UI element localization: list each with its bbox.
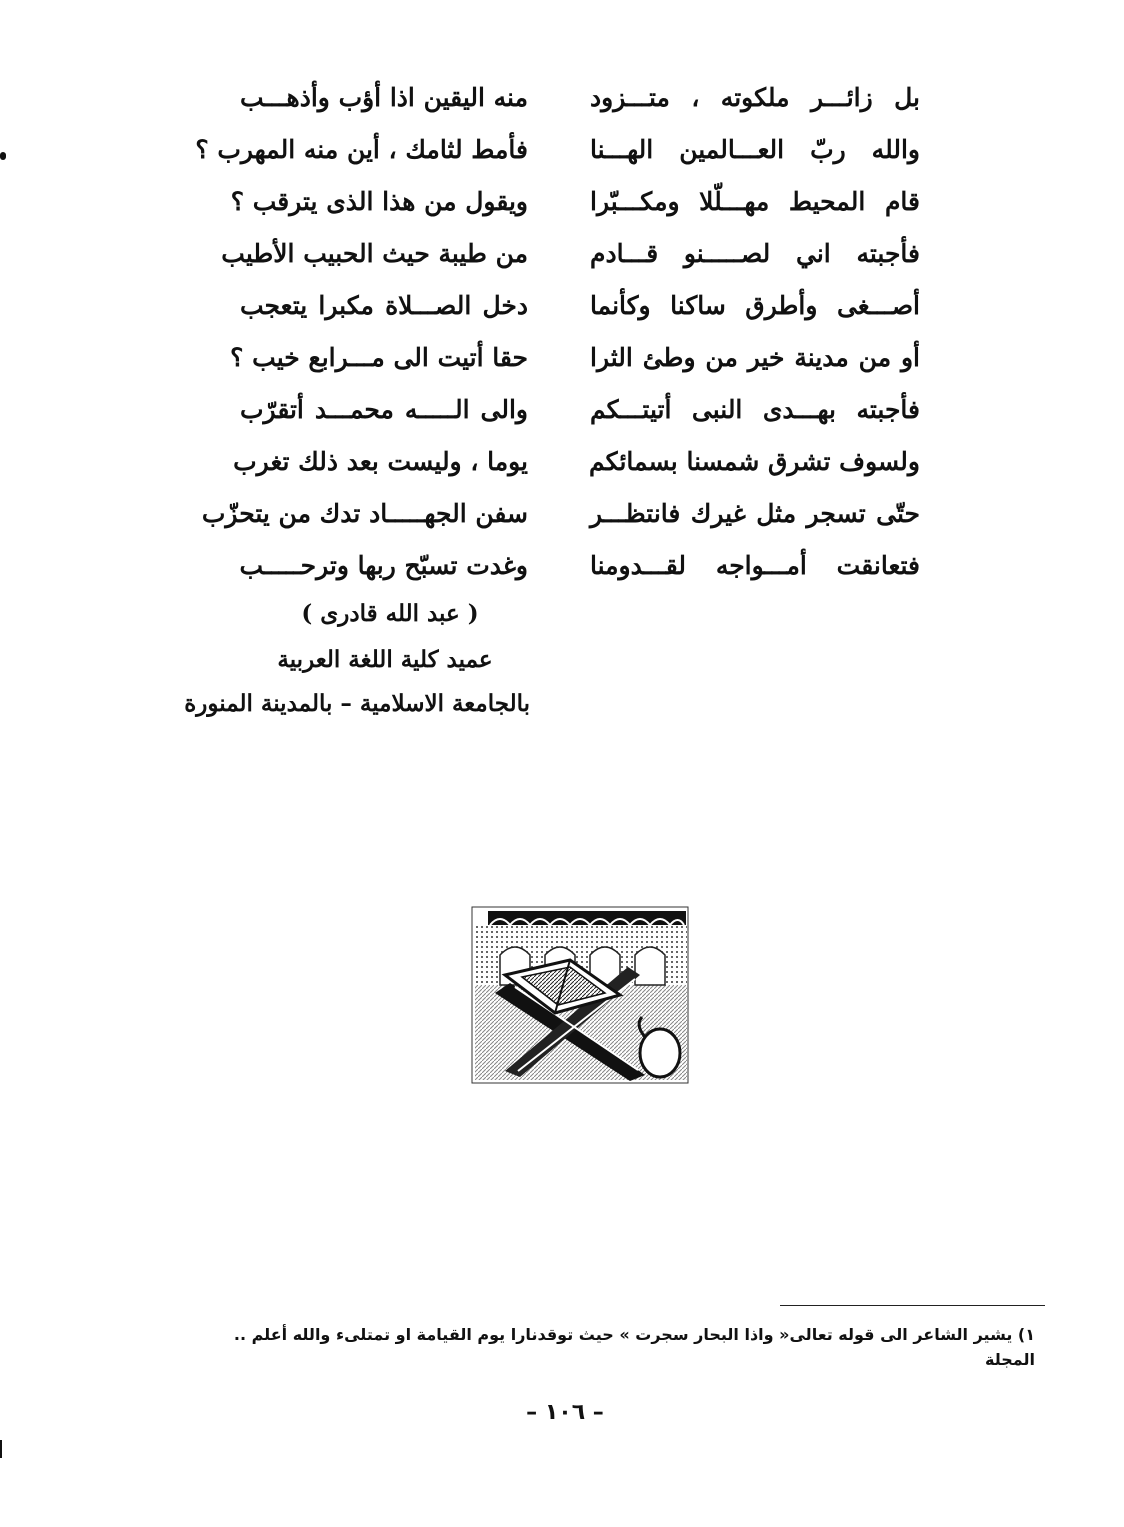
poem-right-column — [590, 80, 920, 600]
quran-on-stand-mosque-woodcut-icon — [470, 905, 690, 1085]
verse-left-line: دخل الصـــلاة مكبرا يتعجب — [240, 291, 528, 320]
poem-left-column — [195, 80, 528, 600]
scan-edge-mark — [0, 152, 6, 160]
verse-right-line: فأجبته اني لصـــــنو قـــادم — [590, 239, 920, 268]
verse-left-line: يوما ، وليست بعد ذلك تغرب — [233, 447, 528, 476]
verse-right-line: فأجبته بهـــدى النبى أتيتـــكم — [590, 395, 920, 424]
verse-left-line: سفن الجهـــــاد تدك من يتحزّب — [201, 499, 528, 528]
verse-left-line: والى الـــــه محمـــد أتقرّب — [240, 395, 528, 424]
footnote-divider — [780, 1305, 1045, 1306]
author-institution: بالجامعة الاسلامية – بالمدينة المنورة — [184, 690, 530, 717]
verse-right-line: قام المحيط مهـــلّلا ومكـــبّرا — [590, 187, 920, 216]
footnote-source: المجلة — [985, 1350, 1035, 1369]
verse-left-line: فأمط لثامك ، أين منه المهرب ؟ — [195, 135, 528, 164]
footnote-text: ١) يشير الشاعر الى قوله تعالى« واذا البحار سجرت » حيث توقدنارا يوم القيامة او تمتلىء والله أعلم .. — [233, 1325, 1035, 1344]
author-name: ( عبد الله قادرى ) — [301, 600, 479, 627]
verse-right-line: أو من مدينة خير من وطئ الثرا — [590, 343, 920, 372]
verse-left-line: حقا أتيت الى مـــرابع خيب ؟ — [230, 343, 528, 372]
verse-left-line: وغدت تسبّح ربها وترحـــــب — [239, 551, 528, 580]
verse-left-line: منه اليقين اذا أؤب وأذهـــب — [240, 83, 528, 112]
author-title: عميد كلية اللغة العربية — [277, 646, 493, 673]
verse-right-line: والله ربّ العـــالمين الهـــنا — [590, 135, 920, 164]
verse-left-line: ويقول من هذا الذى يترقب ؟ — [230, 187, 528, 216]
verse-right-line: أصـــغى وأطرق ساكنا وكأنما — [590, 291, 920, 320]
verse-right-line: فتعانقت أمـــواجه لقـــدومنا — [590, 551, 920, 580]
verse-right-line: ولسوف تشرق شمسنا بسمائكم — [589, 447, 920, 476]
footnote — [185, 1322, 1035, 1372]
verse-right-line: حتّى تسجر مثل غيرك فانتظـــر — [590, 499, 920, 528]
verse-left-line: من طيبة حيث الحبيب الأطيب — [221, 239, 528, 268]
verse-right-line: بل زائـــر ملكوته ، متـــزود — [590, 83, 920, 112]
page-number: – ١٠٦ – — [526, 1400, 604, 1425]
scan-edge-mark — [0, 1440, 2, 1458]
